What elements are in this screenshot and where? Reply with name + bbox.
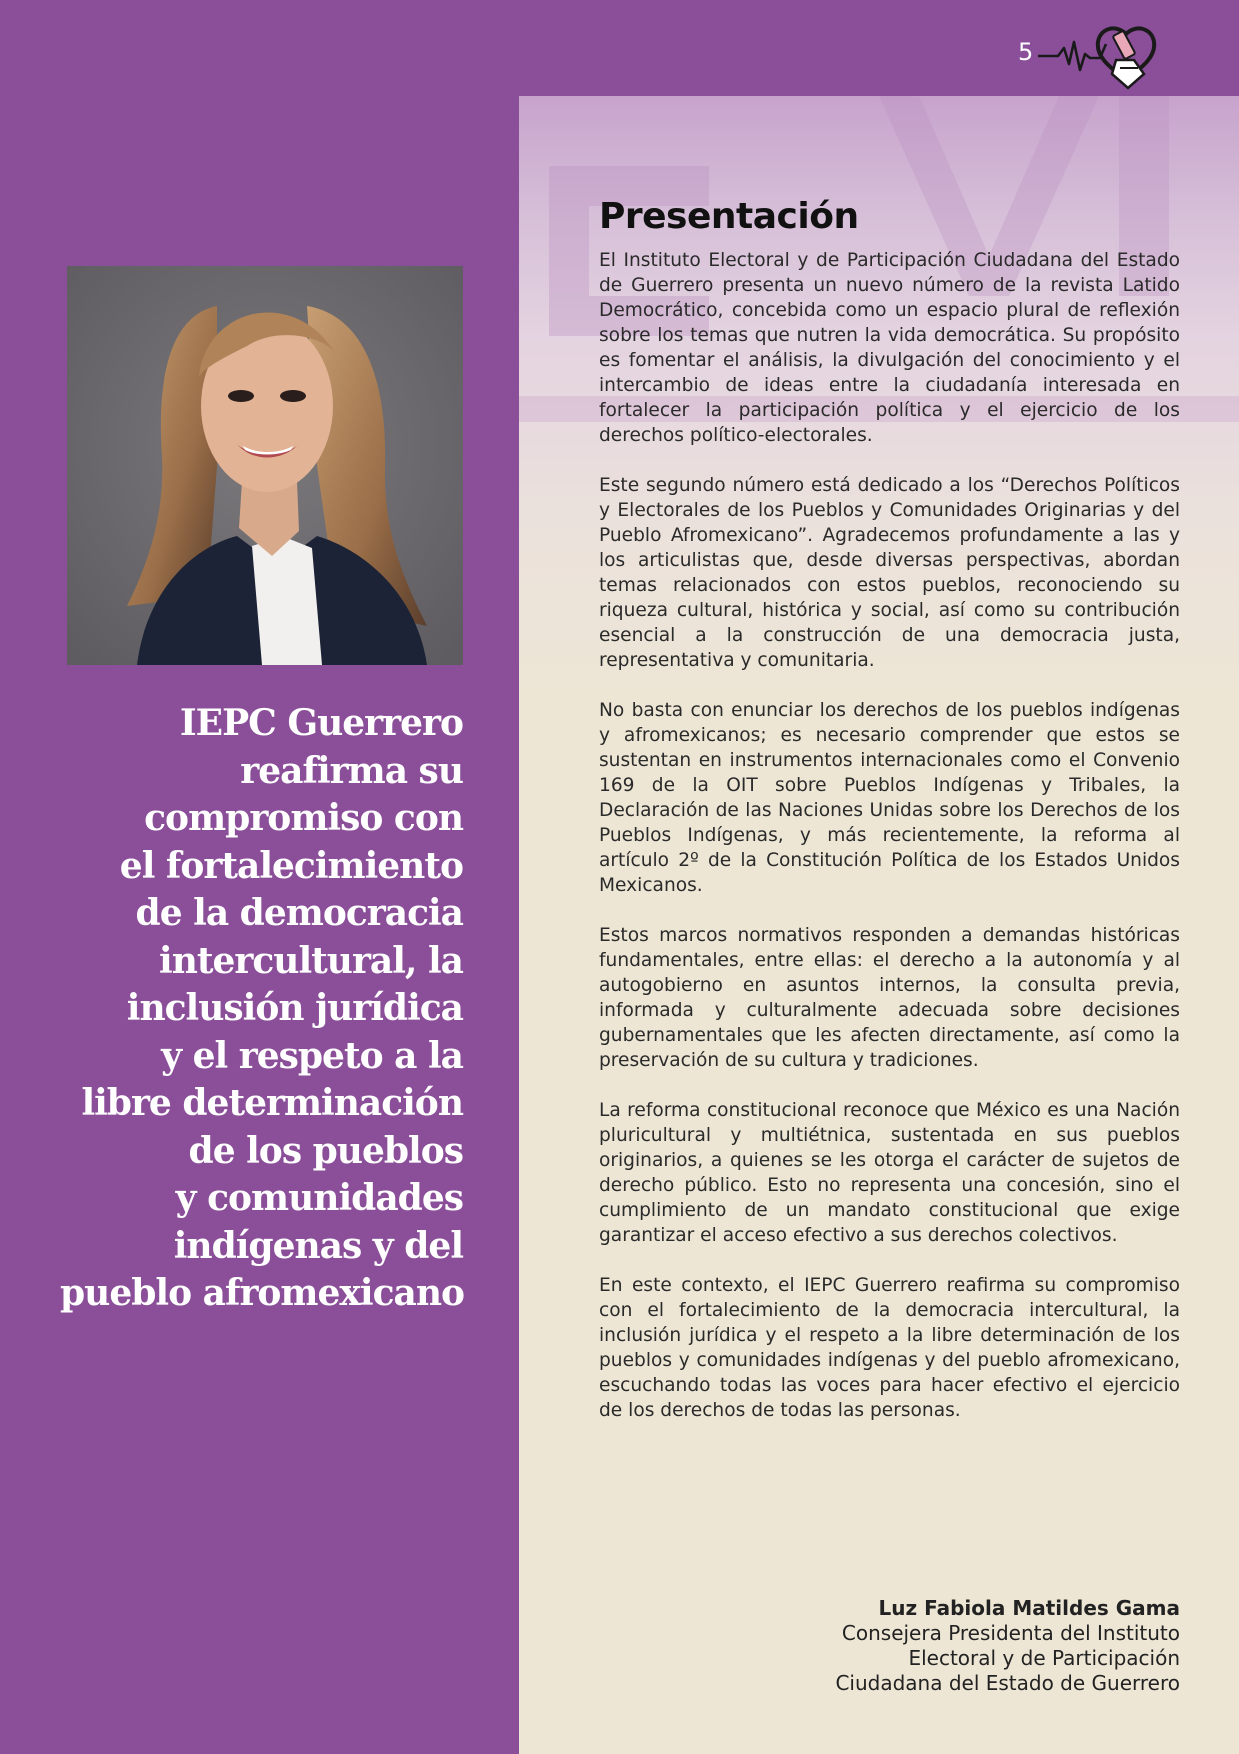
pull-quote-line: compromiso con <box>144 797 463 839</box>
pull-quote-line: libre determinación <box>81 1082 463 1124</box>
pull-quote-line: inclusión jurídica <box>126 987 463 1029</box>
pull-quote-line: y el respeto a la <box>161 1034 463 1077</box>
pull-quote-line: el fortalecimiento <box>119 844 463 887</box>
signature-title-line: Consejera Presidenta del Instituto <box>841 1621 1180 1645</box>
article-paragraph: La reforma constitucional reconoce que México es una Nación pluricultural y multiétnica, sustentada en sus pueblos originarios, a quienes se les otorga el carácter de sujetos de derecho público. Esto no representa una concesión, sino el cumplimiento de un mandato constitucional que exige garantizar el acceso efectivo a sus derechos colectivos. <box>599 1100 1180 1246</box>
pull-quote-line: reafirma su <box>240 749 463 792</box>
pull-quote-line: de los pueblos <box>188 1129 463 1172</box>
portrait-photo <box>67 266 463 665</box>
signature-title-line: Ciudadana del Estado de Guerrero <box>835 1671 1180 1695</box>
pull-quote-line: indígenas y del <box>173 1224 463 1267</box>
signature-block <box>760 1596 1180 1696</box>
pull-quote-line: IEPC Guerrero <box>179 702 463 744</box>
portrait-illustration <box>67 266 463 665</box>
article-paragraph: En este contexto, el IEPC Guerrero reafirma su compromiso con el fortalecimiento de la democracia intercultural, la inclusión jurídica y el respeto a la libre determinación de los pueblos y comunidades indígenas y del pueblo afromexicano, escuchando todas las voces para hacer efectivo el ejercicio de los derechos de todas las personas. <box>599 1275 1180 1421</box>
article-body <box>599 248 1180 1448</box>
signature-title-line: Electoral y de Participación <box>908 1646 1180 1670</box>
signature-name: Luz Fabiola Matildes Gama <box>878 1596 1180 1620</box>
pull-quote <box>60 700 463 1318</box>
pull-quote-line: de la democracia <box>135 892 463 934</box>
page-title: Presentación <box>599 196 859 237</box>
article-paragraph: Este segundo número está dedicado a los “Derechos Políticos y Electorales de los Pueblos y Comunidades Originarias y del Pueblo Afromexicano”. Agradecemos profundamente a las y los articulistas que, desde diversas perspectivas, abordan temas relacionados con estos pueblos, reconociendo su riqueza cultural, histórica y social, así como su contribución esencial a la construcción de una democracia justa, representativa y comunitaria. <box>599 475 1180 671</box>
article-paragraph: El Instituto Electoral y de Participación Ciudadana del Estado de Guerrero presenta un nuevo número de la revista Latido Democrático, concebida como un espacio plural de reflexión sobre los temas que nutren la vida democrática. Su propósito es fomentar el análisis, la divulgación del conocimiento y el intercambio de ideas entre la ciudadanía interesada en fortalecer la participación política y el ejercicio de los derechos político-electorales. <box>599 250 1180 446</box>
page-number: 5 <box>1018 38 1034 66</box>
pull-quote-line: pueblo afromexicano <box>60 1272 464 1314</box>
article-paragraph: No basta con enunciar los derechos de los pueblos indígenas y afromexicanos; es necesario comprender que estos se sustentan en instrumentos internacionales como el Convenio 169 de la OIT sobre Pueblos Indígenas y Tribales, la Declaración de las Naciones Unidas sobre los Derechos de los Pueblos Indígenas, y más recientemente, la reforma al artículo 2º de la Constitución Política de los Estados Unidos Mexicanos. <box>599 700 1180 896</box>
article-paragraph: Estos marcos normativos responden a demandas históricas fundamentales, entre ellas: el derecho a la autonomía y al autogobierno en asuntos internos, la consulta previa, informada y culturalmente adecuada sobre decisiones gubernamentales que les afecten directamente, así como la preservación de su cultura y tradiciones. <box>599 925 1180 1071</box>
heartbeat-ballot-heart-icon <box>1038 14 1194 96</box>
pull-quote-line: intercultural, la <box>159 939 463 982</box>
pull-quote-line: y comunidades <box>175 1177 463 1219</box>
